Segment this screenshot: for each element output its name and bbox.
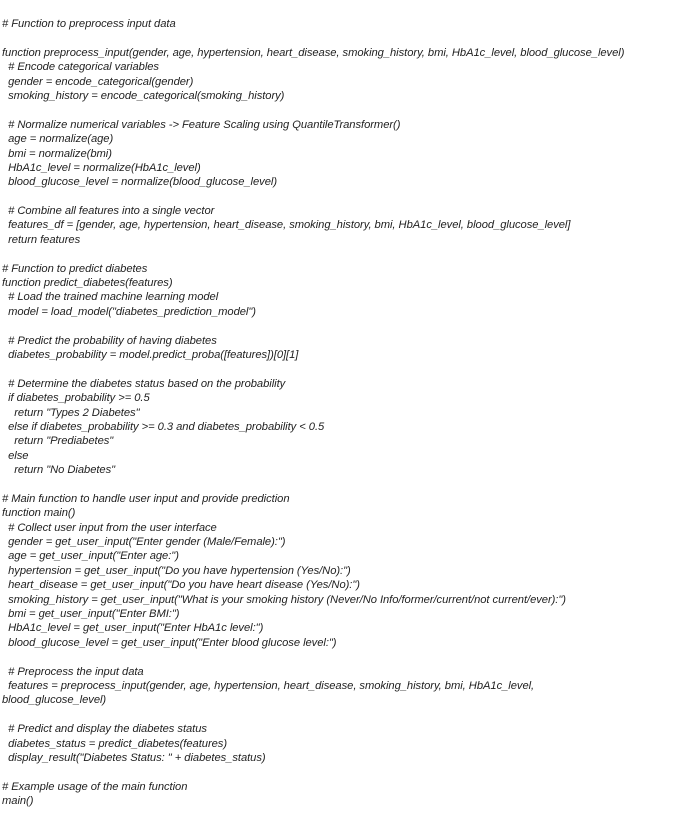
code-line: return features xyxy=(2,233,81,246)
code-line: display_result("Diabetes Status: " + diabetes_status) xyxy=(2,751,266,764)
code-line: features_df = [gender, age, hypertension, heart_disease, smoking_history, bmi, HbA1c_level, blood_glucose_level] xyxy=(2,219,571,232)
code-line: # Preprocess the input data xyxy=(2,665,144,678)
code-line: blood_glucose_level) xyxy=(2,694,107,707)
blank-line xyxy=(2,319,678,333)
code-line: # Example usage of the main function xyxy=(2,780,188,793)
code-line: HbA1c_level = normalize(HbA1c_level) xyxy=(2,161,201,174)
code-line: # Predict the probability of having diabetes xyxy=(2,334,217,347)
blank-line xyxy=(2,31,678,45)
code-line: function predict_diabetes(features) xyxy=(2,277,173,290)
code-line: # Normalize numerical variables -> Feature Scaling using QuantileTransformer() xyxy=(2,118,401,131)
blank-line xyxy=(2,708,678,722)
blank-line xyxy=(2,190,678,204)
code-line: # Function to preprocess input data xyxy=(2,18,176,30)
blank-line xyxy=(2,650,678,664)
code-line: if diabetes_probability >= 0.5 xyxy=(2,392,150,405)
code-line: heart_disease = get_user_input("Do you have heart disease (Yes/No):") xyxy=(2,579,360,592)
code-line: # Main function to handle user input and provide prediction xyxy=(2,492,290,505)
code-line: diabetes_status = predict_diabetes(features) xyxy=(2,737,228,750)
code-line: function preprocess_input(gender, age, hypertension, heart_disease, smoking_history, bmi, HbA1c_level, blood_glucose_level) xyxy=(2,46,625,59)
code-line: # Function to predict diabetes xyxy=(2,262,148,275)
code-line: # Combine all features into a single vector xyxy=(2,205,215,218)
code-line: bmi = get_user_input("Enter BMI:") xyxy=(2,608,180,621)
blank-line xyxy=(2,478,678,492)
code-line: # Collect user input from the user interface xyxy=(2,521,217,534)
blank-line xyxy=(2,362,678,376)
code-line: HbA1c_level = get_user_input("Enter HbA1c level:") xyxy=(2,622,264,635)
blank-line xyxy=(2,247,678,261)
pseudocode-document xyxy=(2,17,678,808)
code-line: else if diabetes_probability >= 0.3 and diabetes_probability < 0.5 xyxy=(2,420,325,433)
blank-line xyxy=(2,765,678,779)
code-line: blood_glucose_level = get_user_input("Enter blood glucose level:") xyxy=(2,636,337,649)
code-line: # Predict and display the diabetes status xyxy=(2,723,207,736)
code-line: # Load the trained machine learning model xyxy=(2,291,219,304)
code-line: return "No Diabetes" xyxy=(2,464,116,477)
code-line: gender = encode_categorical(gender) xyxy=(2,75,194,88)
code-line: smoking_history = get_user_input("What is your smoking history (Never/No Info/former/current/not current/ever):") xyxy=(2,593,566,606)
code-line: diabetes_probability = model.predict_proba([features])[0][1] xyxy=(2,348,299,361)
code-line: hypertension = get_user_input("Do you have hypertension (Yes/No):") xyxy=(2,564,351,577)
code-line: # Determine the diabetes status based on the probability xyxy=(2,377,286,390)
code-line: bmi = normalize(bmi) xyxy=(2,147,112,160)
code-line: return "Prediabetes" xyxy=(2,435,114,448)
code-line: smoking_history = encode_categorical(smoking_history) xyxy=(2,89,285,102)
code-line: blood_glucose_level = normalize(blood_glucose_level) xyxy=(2,176,277,189)
code-line: else xyxy=(2,449,29,462)
code-line: age = get_user_input("Enter age:") xyxy=(2,550,179,563)
code-line: features = preprocess_input(gender, age, hypertension, heart_disease, smoking_history, bmi, HbA1c_level, xyxy=(2,679,535,692)
code-line: age = normalize(age) xyxy=(2,133,114,146)
code-line: # Encode categorical variables xyxy=(2,61,159,74)
code-line: gender = get_user_input("Enter gender (Male/Female):") xyxy=(2,536,286,549)
code-line: function main() xyxy=(2,507,76,520)
code-line: return "Types 2 Diabetes" xyxy=(2,406,140,419)
code-line: main() xyxy=(2,795,34,808)
code-line: model = load_model("diabetes_prediction_model") xyxy=(2,305,256,318)
blank-line xyxy=(2,103,678,117)
